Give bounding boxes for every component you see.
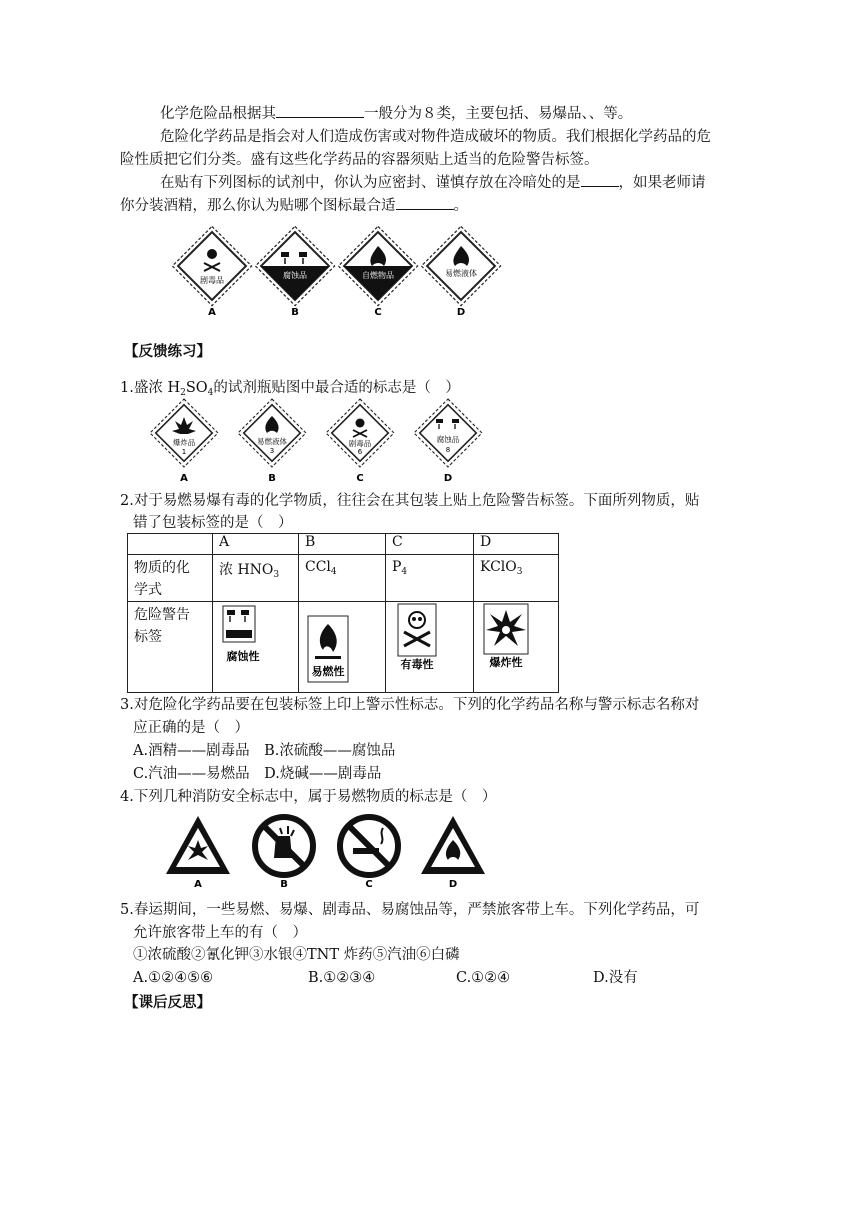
intro-line-1: [160, 103, 632, 125]
table-row: [128, 602, 559, 693]
table-cell: D: [474, 534, 559, 555]
intro-text: 化学危险品根据其: [160, 106, 276, 122]
corrosive-diamond-icon: [255, 226, 334, 305]
row-label-text: 学式: [134, 582, 162, 598]
table-cell: [128, 534, 213, 555]
svg-text:剧毒品: 剧毒品: [348, 439, 372, 448]
label-cell: [474, 602, 559, 693]
flammable-liquid-diamond-icon: [238, 399, 306, 467]
choice-letter: D: [456, 307, 466, 318]
row-label: [128, 555, 213, 602]
question-3-line-1: 3.对危险化学药品要在包装标签上印上警示性标志。下列的化学药品名称与警示标志名称对: [120, 697, 700, 713]
question-4: 4.下列几种消防安全标志中，属于易燃物质的标志是（ ）: [120, 789, 497, 805]
q1-subscript: 2: [180, 388, 186, 398]
table-cell: B: [299, 534, 386, 555]
flammable-liquid-diamond-icon: [421, 226, 500, 305]
toxic-label-icon: [392, 602, 452, 682]
svg-text:爆炸品: 爆炸品: [172, 438, 196, 447]
question-5-line-2: 允许旅客带上车的有（ ）: [133, 925, 307, 941]
spontaneous-combustion-diamond-icon: [338, 226, 417, 305]
section-heading-feedback: 【反馈练习】: [124, 343, 211, 360]
svg-text:腐蚀品: 腐蚀品: [283, 271, 307, 280]
choice-letter: C: [365, 879, 373, 890]
svg-text:爆炸性: 爆炸性: [489, 656, 523, 669]
q1-text: 1.盛浓 H: [120, 380, 181, 396]
flammable-warning-triangle-icon: [421, 816, 485, 874]
intro-line-2: 危险化学药品是指会对人们造成伤害或对物件造成破坏的物质。我们根据化学药品的危: [160, 129, 711, 145]
label-cell: [213, 602, 299, 693]
q5-option-a[interactable]: A.①②④⑤⑥: [133, 970, 214, 986]
no-fireworks-icon: [255, 817, 313, 875]
intro-text: 在贴有下列图标的试剂中，你认为应密封、谨慎存放在冷暗处的是: [160, 175, 581, 191]
svg-text:腐蚀性: 腐蚀性: [226, 650, 260, 663]
table-cell: A: [213, 534, 299, 555]
formula-cell: [299, 555, 386, 602]
intro-text: 。: [453, 198, 468, 214]
q1-text: 的试剂瓶贴图中最合适的标志是（ ）: [213, 380, 460, 396]
question-5-line-1: 5.春运期间，一些易燃、易爆、剧毒品、易腐蚀品等，严禁旅客带上车。下列化学药品，可: [120, 902, 700, 918]
table-row: [128, 555, 559, 602]
formula-subscript: 4: [401, 567, 408, 577]
intro-text: 一般分为８类，主要包括、易爆品、、等。: [364, 106, 633, 122]
svg-text:易燃液体: 易燃液体: [257, 437, 287, 446]
formula-text: 浓 HNO: [219, 562, 274, 578]
formula-cell: [386, 555, 474, 602]
label-cell: [386, 602, 474, 693]
formula-text: CCl: [305, 559, 331, 575]
choice-letter: A: [208, 307, 216, 318]
row-label-text: 物质的化: [134, 560, 190, 576]
corrosive-diamond-icon: [414, 399, 482, 467]
q5-option-b[interactable]: B.①②③④: [308, 970, 376, 986]
choice-letter: C: [374, 307, 382, 318]
formula-cell: [474, 555, 559, 602]
explosive-diamond-icon: [150, 399, 218, 467]
formula-subscript: 3: [516, 567, 523, 577]
choice-letter: D: [443, 473, 453, 484]
q1-subscript: 4: [207, 388, 214, 398]
poison-diamond-icon: [326, 399, 394, 467]
choice-letter: B: [280, 879, 288, 890]
no-smoking-icon: [340, 817, 398, 875]
q1-hazard-signs: [145, 398, 505, 484]
section-heading-reflection: 【课后反思】: [124, 994, 211, 1011]
svg-text:6: 6: [357, 448, 363, 456]
explosive-warning-triangle-icon: [166, 816, 230, 874]
q5-option-c[interactable]: C.①②④: [456, 970, 511, 986]
formula-subscript: 3: [273, 570, 280, 580]
svg-text:剧毒品: 剧毒品: [200, 276, 224, 285]
svg-text:有毒性: 有毒性: [400, 658, 434, 671]
answer-blank[interactable]: [581, 172, 619, 187]
question-2-line-1: 2.对于易燃易爆有毒的化学物质，往往会在其包装上贴上危险警告标签。下面所列物质，贴: [120, 493, 700, 509]
q3-options-ab[interactable]: A.酒精——剧毒品 B.浓硫酸——腐蚀品: [133, 743, 396, 759]
svg-text:腐蚀品: 腐蚀品: [436, 435, 460, 444]
intro-hazard-signs: [170, 225, 510, 320]
q2-options-table: [127, 533, 559, 693]
intro-line-5: [120, 195, 468, 217]
q4-safety-signs: [160, 812, 500, 892]
choice-letter: B: [268, 473, 276, 484]
intro-text: ，如果老师请: [618, 175, 706, 191]
q5-option-d[interactable]: D.没有: [593, 970, 638, 986]
explosive-label-icon: [480, 602, 540, 682]
poison-diamond-icon: [172, 226, 251, 305]
table-cell: C: [386, 534, 474, 555]
svg-text:8: 8: [445, 446, 451, 454]
svg-text:自燃物品: 自燃物品: [362, 271, 394, 280]
svg-text:易燃液体: 易燃液体: [445, 269, 477, 278]
choice-letter: D: [448, 879, 458, 890]
svg-text:3: 3: [269, 447, 275, 455]
choice-letter: B: [291, 307, 299, 318]
intro-text: 你分装酒精，那么你认为贴哪个图标最合适: [120, 198, 396, 214]
formula-text: P: [392, 559, 402, 575]
corrosive-label-icon: [219, 602, 279, 682]
choice-letter: A: [194, 879, 202, 890]
row-label: [128, 602, 213, 693]
row-label-text: 危险警告: [134, 607, 190, 623]
intro-line-4: [160, 172, 706, 194]
formula-text: KClO: [480, 559, 517, 575]
svg-text:1: 1: [181, 448, 187, 456]
answer-blank[interactable]: [276, 103, 364, 118]
q3-options-cd[interactable]: C.汽油——易燃品 D.烧碱——剧毒品: [133, 766, 382, 782]
answer-blank[interactable]: [396, 195, 454, 210]
choice-letter: A: [180, 473, 188, 484]
row-label-text: 标签: [134, 629, 162, 645]
flammable-label-icon: [305, 602, 365, 688]
formula-cell: [213, 555, 299, 602]
formula-subscript: 4: [330, 567, 337, 577]
question-3-line-2: 应正确的是（ ）: [133, 720, 249, 736]
q1-text: SO: [185, 380, 208, 396]
table-header-row: [128, 534, 559, 555]
choice-letter: C: [356, 473, 364, 484]
label-cell: [299, 602, 386, 693]
q5-items: ①浓硫酸②氰化钾③水银④TNT 炸药⑤汽油⑥白磷: [133, 947, 460, 963]
svg-text:易燃性: 易燃性: [311, 665, 345, 678]
question-2-line-2: 错了包装标签的是（ ）: [133, 515, 293, 531]
intro-line-3: 险性质把它们分类。盛有这些化学药品的容器须贴上适当的危险警告标签。: [120, 152, 599, 168]
